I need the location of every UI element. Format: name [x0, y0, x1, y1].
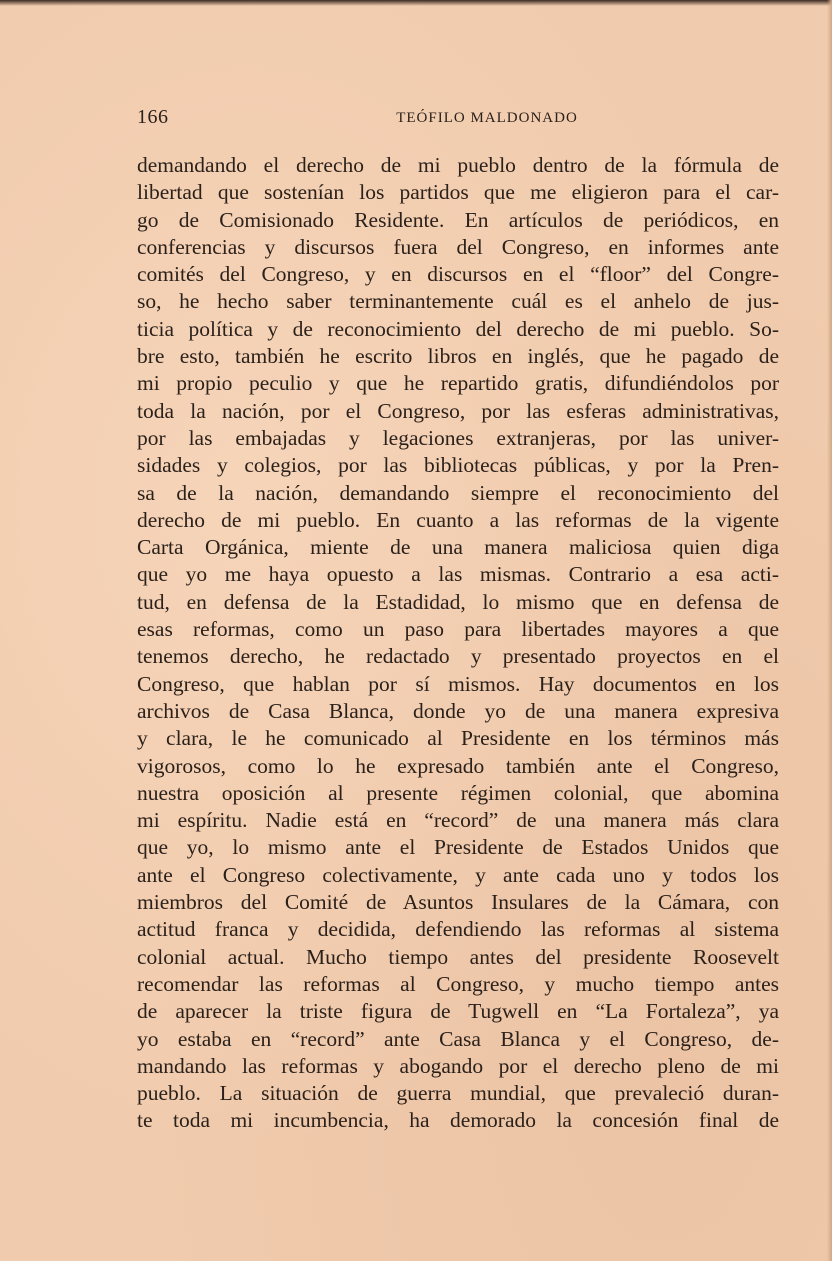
text-line-content: por las embajadas y legaciones extranjeras, por las univer- — [137, 425, 779, 450]
text-line-content: demandando el derecho de mi pueblo dentro de la fórmula de — [137, 153, 779, 177]
text-line-content: so, he hecho saber terminantemente cuál es el anhelo de jus- — [137, 289, 779, 314]
text-line-content: colonial actual. Mucho tiempo antes del presidente Roosevelt — [137, 944, 779, 969]
text-line-content: libertad que sostenían los partidos que me eligieron para el car- — [137, 180, 779, 205]
text-line — [137, 1026, 779, 1053]
page-top-shadow — [0, 0, 832, 6]
text-line-content: yo estaba en “record” ante Casa Blanca y el Congreso, de- — [137, 1026, 779, 1051]
text-line — [137, 398, 779, 425]
text-line — [137, 862, 779, 889]
text-line-content: Congreso, que hablan por sí mismos. Hay documentos en los — [137, 671, 779, 696]
text-line — [137, 534, 779, 561]
text-line-content: te toda mi incumbencia, ha demorado la concesión final de — [137, 1108, 779, 1133]
text-line — [137, 234, 779, 261]
text-line — [137, 561, 779, 588]
text-line-content: actitud franca y decidida, defendiendo las reformas al sistema — [137, 917, 779, 942]
running-head: TEÓFILO MALDONADO — [396, 110, 578, 126]
text-line-content: Carta Orgánica, miente de una manera maliciosa quien diga — [137, 535, 779, 560]
text-line-content: ticia política y de reconocimiento del derecho de mi pueblo. So- — [137, 316, 779, 341]
page-right-edge — [827, 0, 832, 1261]
text-line-content: mandando las reformas y abogando por el derecho pleno de mi — [137, 1053, 779, 1078]
text-line — [137, 616, 779, 643]
text-line-content: conferencias y discursos fuera del Congreso, en informes ante — [137, 234, 779, 259]
text-line — [137, 207, 779, 234]
text-line — [137, 1080, 779, 1107]
text-line-content: sa de la nación, demandando siempre el reconocimiento del — [137, 480, 779, 505]
text-line-content: sidades y colegios, por las bibliotecas públicas, y por la Pren- — [137, 453, 779, 478]
text-line-content: que yo me haya opuesto a las mismas. Contrario a esa acti- — [137, 562, 779, 587]
text-line — [137, 452, 779, 479]
text-line-content: toda la nación, por el Congreso, por las esferas administrativas, — [137, 398, 779, 423]
text-line — [137, 179, 779, 206]
text-line — [137, 1053, 779, 1080]
text-line — [137, 261, 779, 288]
text-line-content: archivos de Casa Blanca, donde yo de una manera expresiva — [137, 698, 779, 723]
text-line-content: esas reformas, como un paso para libertades mayores a que — [137, 617, 779, 642]
text-line-content: nuestra oposición al presente régimen colonial, que abomina — [137, 780, 779, 805]
text-line — [137, 780, 779, 807]
text-line — [137, 288, 779, 315]
text-line — [137, 834, 779, 861]
text-line — [137, 643, 779, 670]
text-line — [137, 753, 779, 780]
text-line-content: bre esto, también he escrito libros en inglés, que he pagado de — [137, 344, 779, 369]
text-line — [137, 698, 779, 725]
text-line — [137, 507, 779, 534]
text-line-content: pueblo. La situación de guerra mundial, que prevaleció duran- — [137, 1081, 779, 1106]
text-line-content: derecho de mi pueblo. En cuanto a las reformas de la vigente — [137, 507, 779, 532]
text-line-content: recomendar las reformas al Congreso, y mucho tiempo antes — [137, 971, 779, 996]
body-text — [137, 152, 779, 1135]
text-line — [137, 589, 779, 616]
text-line — [137, 916, 779, 943]
text-line — [137, 671, 779, 698]
text-line — [137, 998, 779, 1025]
text-line-content: mi propio peculio y que he repartido gratis, difundiéndolos por — [137, 371, 779, 396]
text-line — [137, 944, 779, 971]
text-line-content: tenemos derecho, he redactado y presentado proyectos en el — [137, 644, 779, 669]
text-line — [137, 480, 779, 507]
text-line-content: miembros del Comité de Asuntos Insulares de la Cámara, con — [137, 890, 779, 915]
text-line — [137, 725, 779, 752]
text-line-content: que yo, lo mismo ante el Presidente de Estados Unidos que — [137, 835, 779, 860]
text-line — [137, 1107, 779, 1134]
text-line — [137, 971, 779, 998]
text-line — [137, 316, 779, 343]
text-line-content: tud, en defensa de la Estadidad, lo mismo que en defensa de — [137, 589, 779, 614]
text-line-content: de aparecer la triste figura de Tugwell en “La Fortaleza”, ya — [137, 999, 779, 1024]
page-number: 166 — [137, 106, 169, 128]
text-line — [137, 370, 779, 397]
text-line-content: go de Comisionado Residente. En artículos de periódicos, en — [137, 207, 779, 232]
text-line-content: mi espíritu. Nadie está en “record” de una manera más clara — [137, 808, 779, 833]
text-line-content: vigorosos, como lo he expresado también ante el Congreso, — [137, 753, 779, 778]
text-line — [137, 807, 779, 834]
text-line — [137, 425, 779, 452]
page-header — [137, 106, 777, 136]
text-line — [137, 889, 779, 916]
text-line-content: y clara, le he comunicado al Presidente en los términos más — [137, 726, 779, 751]
text-line-content: comités del Congreso, y en discursos en el “floor” del Congre- — [137, 262, 779, 287]
text-line — [137, 152, 779, 179]
text-line-content: ante el Congreso colectivamente, y ante cada uno y todos los — [137, 862, 779, 887]
text-line — [137, 343, 779, 370]
